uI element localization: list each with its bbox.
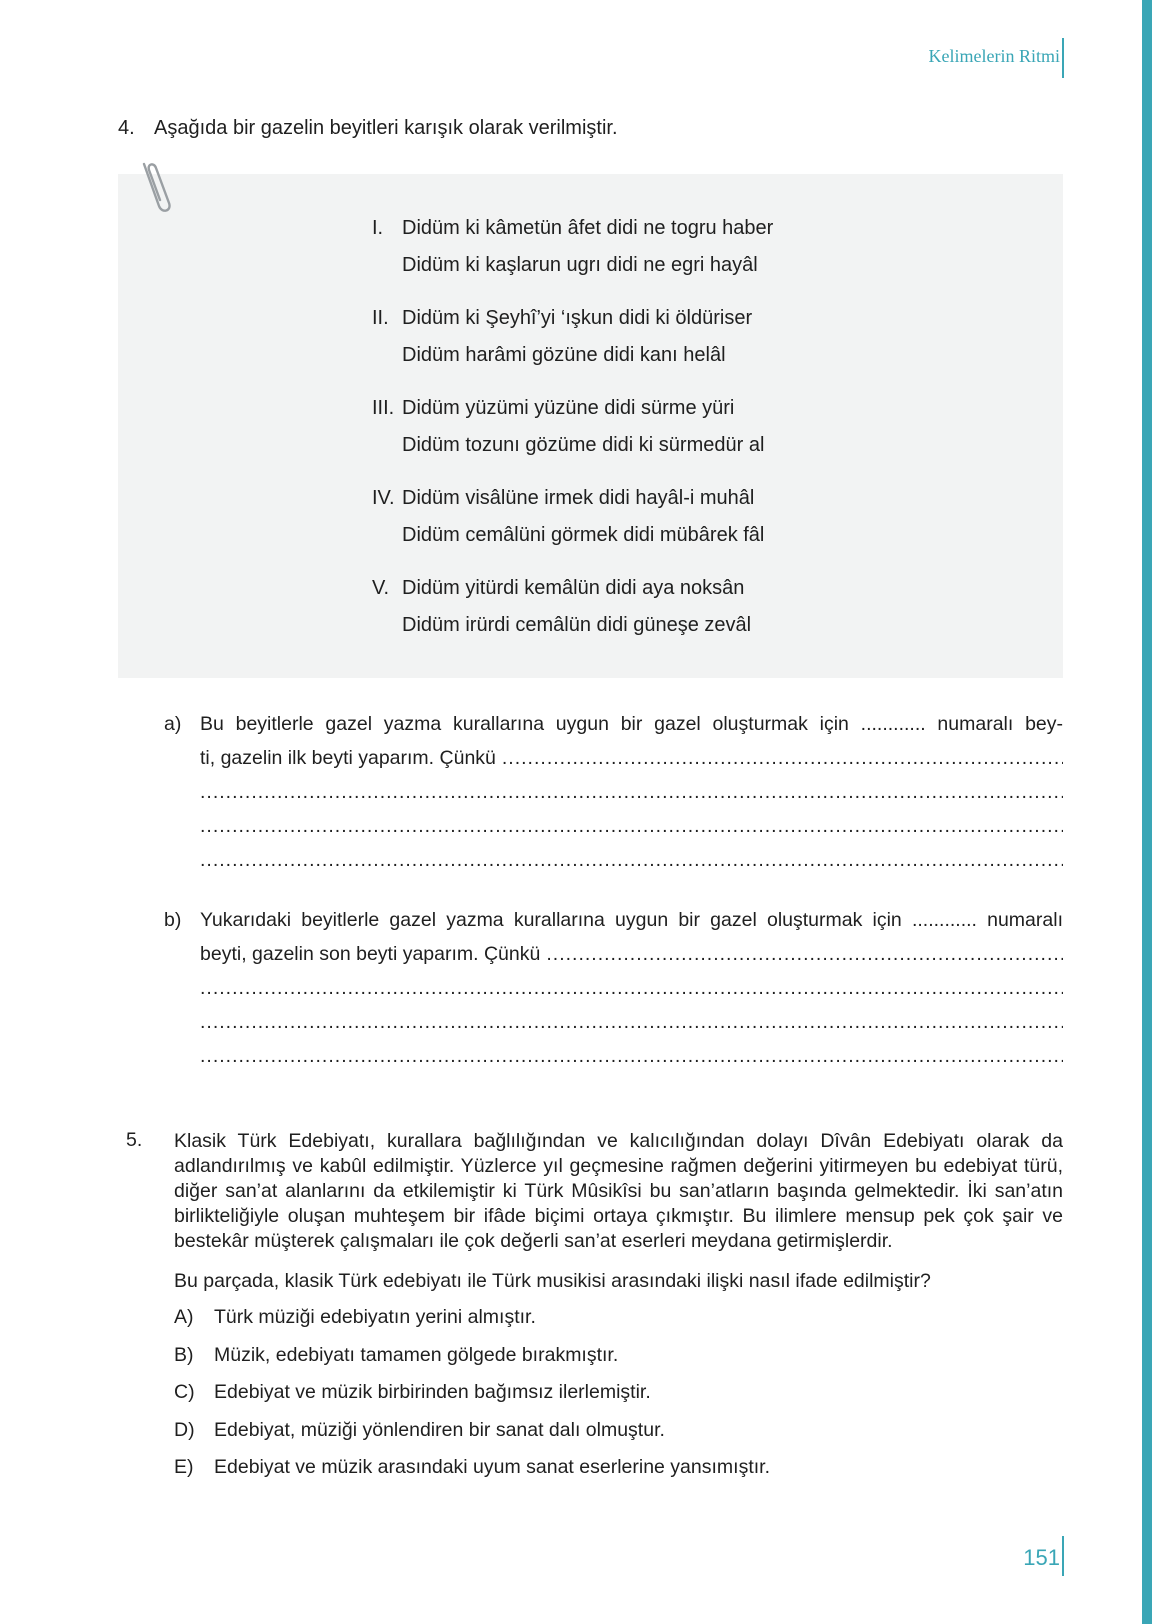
roman-numeral: III. [372,397,395,419]
question-number: 4. [118,117,135,139]
option-text: Müzik, edebiyatı tamamen gölgede bırakmıştır. [214,1343,619,1366]
verse-line: Didüm irürdi cemâlün didi güneşe zevâl [402,614,752,636]
verse-item [372,300,773,374]
roman-numeral: IV. [372,487,395,509]
paperclip-icon [134,156,174,218]
verse-item [372,210,773,284]
option-text: Edebiyat, müziği yönlendiren bir sanat dalı olmuştur. [214,1418,665,1441]
answer-blank[interactable] [200,843,1063,877]
option-letter: E) [174,1456,194,1478]
verse-line: Didüm ki Şeyhî’yi ‘ışkun didi ki öldüriser [402,307,753,329]
answer-blank[interactable] [200,1005,1063,1039]
answer-blank[interactable] [546,937,1063,971]
option-letter: C) [174,1381,195,1403]
answer-options [174,1304,1063,1492]
verse-item [372,480,773,554]
answer-option-a[interactable] [174,1304,1063,1342]
option-letter: B) [174,1343,194,1366]
answer-blank[interactable] [200,971,1063,1005]
question-text: Aşağıda bir gazelin beyitleri karışık olarak verilmiştir. [154,117,618,139]
answer-option-e[interactable] [174,1454,1063,1492]
option-text: Edebiyat ve müzik arasındaki uyum sanat eserlerine yansımıştır. [214,1456,770,1478]
verse-line: Didüm yüzümi yüzüne didi sürme yüri [402,397,735,419]
question-4-prompt [118,117,618,140]
sub-question-text: beyti, gazelin son beyti yaparım. Çünkü [200,943,541,965]
answer-option-c[interactable] [174,1379,1063,1417]
header-divider [1062,38,1064,78]
sub-question-text: Bu beyitlerle gazel yazma kurallarına uygun bir gazel oluşturmak için ............ numaralı bey- [200,713,1063,735]
verse-item [372,570,773,644]
page-number: 151 [1023,1545,1060,1570]
answer-blank[interactable] [200,1039,1063,1073]
verse-line: Didüm ki kaşlarun ugrı didi ne egri hayâl [402,254,758,276]
page-edge-stripe [1142,0,1152,1624]
verse-line: Didüm yitürdi kemâlün didi aya noksân [402,577,745,599]
sub-question-b [164,903,1063,1073]
option-letter: A) [174,1306,194,1328]
answer-option-d[interactable] [174,1417,1063,1455]
question-paragraph: Klasik Türk Edebiyatı, kurallara bağlılığından ve kalıcılığından dolayı Dîvân Edebiyatı olarak da adlandırılmış ve kabûl edilmiştir. Yüzlerce yıl geçmesine rağmen değerini yitirmeyen bu edebiyat türü, diğer san’at alanlarını da etkilemiştir ki Türk Mûsikîsi bu san’atların başında gelmektedir. İki san’atın birlikteliğiyle oluşan muhteşem bir ifâde biçimi ortaya çıkmıştır. Bu ilimlere mensup pek çok şair ve bestekâr müşterek çalışmaları ile çok değerli san’at eserleri meydana getirmişlerdir. [174,1130,1063,1252]
option-text: Türk müziği edebiyatın yerini almıştır. [214,1306,536,1328]
answer-blank[interactable] [502,741,1063,775]
verse-line: Didüm ki kâmetün âfet didi ne togru haber [402,217,774,239]
question-5 [126,1129,1063,1492]
sub-question-text: Yukarıdaki beyitlerle gazel yazma kurallarına uygun bir gazel oluşturmak için ............ numaralı [200,909,1063,931]
roman-numeral: V. [372,577,390,599]
chapter-title: Kelimelerin Ritmi [928,46,1060,66]
answer-blank[interactable] [200,809,1063,843]
verse-line: Didüm harâmi gözüne didi kanı helâl [402,344,726,366]
option-text: Edebiyat ve müzik birbirinden bağımsız ilerlemiştir. [214,1381,651,1403]
verse-list [372,210,773,660]
question-text: Bu parçada, klasik Türk edebiyatı ile Türk musikisi arasındaki ilişki nasıl ifade edilmiştir? [174,1270,931,1292]
sub-question-text: ti, gazelin ilk beyti yaparım. Çünkü [200,747,496,769]
verse-line: Didüm tozunı gözüme didi ki sürmedür al [402,434,765,456]
option-letter: D) [174,1418,195,1441]
question-number: 5. [126,1129,143,1151]
verse-line: Didüm visâlüne irmek didi hayâl-i muhâl [402,487,755,509]
answer-blank[interactable] [200,775,1063,809]
roman-numeral: II. [372,307,389,329]
answer-option-b[interactable] [174,1342,1063,1380]
sub-question-label: b) [164,909,182,931]
verse-line: Didüm cemâlüni görmek didi mübârek fâl [402,524,765,546]
verse-item [372,390,773,464]
sub-question-label: a) [164,713,182,735]
footer-divider [1062,1536,1064,1576]
sub-question-a [164,707,1063,877]
roman-numeral: I. [372,217,384,239]
